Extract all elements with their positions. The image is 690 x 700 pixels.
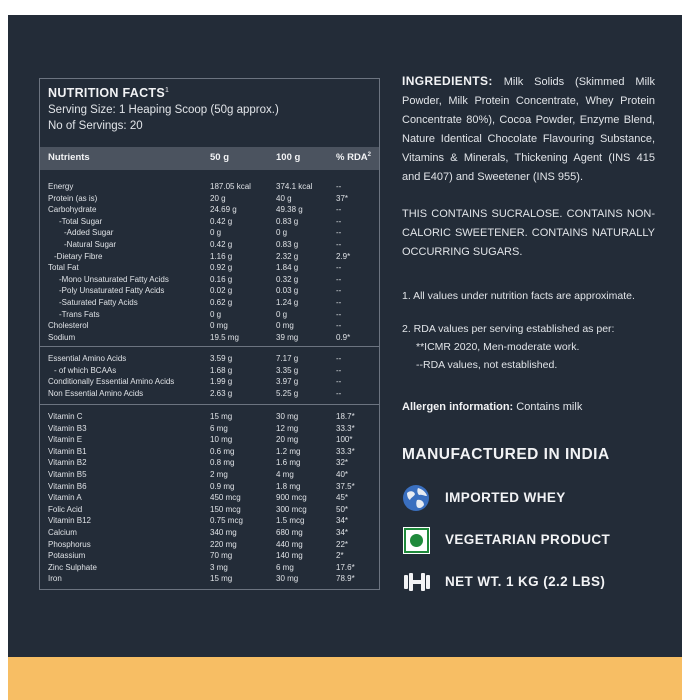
value-rda: 40*: [336, 469, 349, 479]
value-100g: 6 mg: [276, 562, 294, 572]
value-50g: 0.8 mg: [210, 458, 235, 468]
value-50g: 70 mg: [210, 551, 233, 561]
nutrient-name: Essential Amino Acids: [48, 354, 127, 363]
nutrient-name: Protein (as is): [48, 193, 98, 203]
value-50g: 3.59 g: [210, 354, 233, 363]
value-100g: 12 mg: [276, 423, 299, 433]
value-50g: 150 mcg: [210, 504, 241, 514]
value-rda: 34*: [336, 516, 349, 526]
title-footnote-marker: 1: [165, 86, 170, 94]
nutrient-name: -Added Sugar: [64, 228, 114, 238]
value-100g: 900 mcg: [276, 493, 307, 503]
table-row: [40, 285, 379, 297]
value-rda: 37*: [336, 193, 349, 203]
value-100g: 0 g: [276, 309, 288, 319]
value-50g: 6 mg: [210, 423, 228, 433]
value-rda: --: [336, 216, 342, 226]
vitamins-minerals-group: [40, 411, 379, 585]
sucralose-note: THIS CONTAINS SUCRALOSE. CONTAINS NON-CALORIC SWEETENER. CONTAINS NATURALLY OCCURRING SUGARS.: [402, 208, 655, 258]
value-rda: 50*: [336, 504, 349, 514]
value-100g: 1.6 mg: [276, 458, 301, 468]
nutrient-name: Conditionally Essential Amino Acids: [48, 377, 175, 387]
servings-count: No of Servings: 20: [48, 120, 143, 132]
table-row: [40, 434, 379, 446]
value-rda: --: [336, 365, 342, 375]
value-50g: 0 g: [210, 309, 222, 319]
nutrient-name: Non Essential Amino Acids: [48, 388, 144, 398]
value-100g: 20 mg: [276, 435, 299, 445]
macronutrients-group: [40, 181, 379, 343]
value-100g: 4 mg: [276, 469, 294, 479]
value-50g: 1.68 g: [210, 365, 233, 375]
value-rda: --: [336, 286, 342, 296]
value-50g: 0.92 g: [210, 263, 233, 273]
value-rda: 22*: [336, 539, 349, 549]
value-100g: 300 mcg: [276, 504, 307, 514]
nutrient-name: - of which BCAAs: [54, 365, 117, 375]
table-row: [40, 365, 379, 377]
value-50g: 0.62 g: [210, 297, 233, 307]
table-row: [40, 251, 379, 263]
amino-acids-group: [40, 353, 379, 399]
nutrient-name: -Dietary Fibre: [54, 251, 103, 261]
nutrient-name: Potassium: [48, 551, 86, 561]
value-rda: 33.3*: [336, 423, 355, 433]
value-rda: 33.3*: [336, 446, 355, 456]
nutrient-name: Phosphorus: [48, 539, 91, 549]
value-50g: 0.9 mg: [210, 481, 235, 491]
value-rda: 78.9*: [336, 574, 355, 584]
nutrition-facts-title: NUTRITION FACTS$^1$: [48, 86, 170, 100]
table-row: [40, 309, 379, 321]
table-row: [40, 353, 379, 365]
nutrient-name: Vitamin A: [48, 493, 82, 503]
value-100g: 0.83 g: [276, 216, 299, 226]
value-rda: 17.6*: [336, 562, 355, 572]
table-row: [40, 216, 379, 228]
value-100g: 0.32 g: [276, 274, 299, 284]
nutrient-name: Zinc Sulphate: [48, 562, 97, 572]
serving-size: Serving Size: 1 Heaping Scoop (50g approx.): [48, 104, 279, 116]
value-50g: 10 mg: [210, 435, 233, 445]
ingredients-label: INGREDIENTS:: [402, 74, 493, 88]
value-50g: 340 mg: [210, 527, 237, 537]
value-rda: --: [336, 239, 342, 249]
accent-stripe: [8, 657, 682, 700]
table-row: [40, 423, 379, 435]
value-rda: --: [336, 354, 342, 363]
nutrient-name: -Natural Sugar: [64, 239, 117, 249]
table-row: [40, 550, 379, 562]
ingredients-text: INGREDIENTS: Milk Solids (Skimmed Milk Powder, Milk Protein Concentrate, Whey Protein Concentrate 80%), Cocoa Powder, Enzyme Blend, Nature Identical Chocolate Flavouring Substance, Vitamins & Minerals, Thickening Agent (INS 415 and E407) and Sweetener (INS 955).: [402, 74, 655, 183]
value-rda: --: [336, 309, 342, 319]
value-rda: --: [336, 274, 342, 284]
table-row: [40, 297, 379, 309]
table-row: [40, 539, 379, 551]
value-50g: 15 mg: [210, 574, 233, 584]
value-100g: 680 mg: [276, 527, 303, 537]
value-rda: --: [336, 377, 342, 387]
table-row: [40, 492, 379, 504]
value-100g: 1.24 g: [276, 297, 299, 307]
value-rda: --: [336, 263, 342, 273]
value-50g: 0.16 g: [210, 274, 233, 284]
value-rda: 37.5*: [336, 481, 355, 491]
table-row: [40, 332, 379, 344]
nutrient-name: Vitamin B2: [48, 458, 87, 468]
nutrient-name: Vitamin E: [48, 435, 83, 445]
table-row: [40, 446, 379, 458]
table-row: [40, 469, 379, 481]
nutrient-name: Vitamin B6: [48, 481, 87, 491]
header-100g: 100 g: [276, 152, 301, 163]
value-100g: 1.2 mg: [276, 446, 301, 456]
value-rda: --: [336, 205, 342, 215]
value-100g: 7.17 g: [276, 354, 299, 363]
value-rda: --: [336, 228, 342, 238]
value-rda: --: [336, 321, 342, 331]
value-100g: 0.83 g: [276, 239, 299, 249]
header-nutrients: Nutrients: [48, 152, 90, 163]
table-row: [40, 388, 379, 400]
nutrient-name: -Total Sugar: [59, 216, 103, 226]
table-row: [40, 457, 379, 469]
value-100g: 40 g: [276, 193, 292, 203]
table-row: [40, 376, 379, 388]
nutrient-name: -Trans Fats: [59, 309, 100, 319]
value-100g: 1.5 mcg: [276, 516, 305, 526]
value-50g: 19.5 mg: [210, 332, 239, 342]
value-100g: 0 g: [276, 228, 288, 238]
manufactured-in-india: MANUFACTURED IN INDIA: [402, 446, 610, 463]
value-100g: 3.97 g: [276, 377, 299, 387]
table-header: [40, 147, 379, 170]
value-100g: 30 mg: [276, 412, 299, 421]
value-100g: 140 mg: [276, 551, 303, 561]
value-50g: 0.42 g: [210, 216, 233, 226]
value-100g: 0.03 g: [276, 286, 299, 296]
value-100g: 2.32 g: [276, 251, 299, 261]
value-rda: 0.9*: [336, 332, 351, 342]
value-100g: 49.38 g: [276, 205, 303, 215]
nutrient-name: Vitamin C: [48, 412, 83, 421]
value-100g: 374.1 kcal: [276, 182, 313, 191]
feature-label: VEGETARIAN PRODUCT: [445, 532, 611, 547]
table-row: [40, 527, 379, 539]
globe-icon: [402, 484, 432, 512]
value-50g: 1.99 g: [210, 377, 233, 387]
value-50g: 1.16 g: [210, 251, 233, 261]
value-50g: 24.69 g: [210, 205, 237, 215]
value-rda: --: [336, 182, 342, 191]
footnote-2: 2. RDA values per serving established as per: **ICMR 2020, Men-moderate work. --RDA values, not established.: [402, 323, 615, 371]
table-row: [40, 204, 379, 216]
value-rda: 2.9*: [336, 251, 351, 261]
nutrient-name: Vitamin B12: [48, 516, 91, 526]
value-50g: 20 g: [210, 193, 226, 203]
nutrient-name: Calcium: [48, 527, 77, 537]
value-100g: 39 mg: [276, 332, 299, 342]
table-row: [40, 274, 379, 286]
header-rda: % RDA$^2$: [336, 152, 372, 164]
table-row: [40, 515, 379, 527]
value-rda: 2*: [336, 551, 344, 561]
divider: [40, 404, 379, 405]
nutrient-name: Vitamin B3: [48, 423, 87, 433]
value-50g: 0.42 g: [210, 239, 233, 249]
value-50g: 15 mg: [210, 412, 233, 421]
value-50g: 450 mcg: [210, 493, 241, 503]
nutrient-name: Sodium: [48, 332, 76, 342]
value-rda: --: [336, 297, 342, 307]
nutrition-facts-table: [39, 78, 380, 590]
value-rda: 100*: [336, 435, 353, 445]
value-50g: 0.6 mg: [210, 446, 235, 456]
value-rda: --: [336, 388, 342, 398]
value-100g: 30 mg: [276, 574, 299, 584]
value-50g: 0.02 g: [210, 286, 233, 296]
table-row: [40, 320, 379, 332]
value-50g: 0.75 mcg: [210, 516, 243, 526]
value-100g: 1.8 mg: [276, 481, 301, 491]
value-50g: 3 mg: [210, 562, 228, 572]
header-50g: 50 g: [210, 152, 230, 163]
value-rda: 18.7*: [336, 412, 355, 421]
value-100g: 440 mg: [276, 539, 303, 549]
nutrient-name: -Saturated Fatty Acids: [59, 297, 138, 307]
table-row: [40, 481, 379, 493]
value-100g: 1.84 g: [276, 263, 299, 273]
table-row: [40, 411, 379, 423]
value-100g: 0 mg: [276, 321, 294, 331]
nutrient-name: -Poly Unsaturated Fatty Acids: [59, 286, 165, 296]
value-100g: 5.25 g: [276, 388, 299, 398]
table-row: [40, 181, 379, 193]
nutrient-name: Total Fat: [48, 263, 79, 273]
value-50g: 2.63 g: [210, 388, 233, 398]
value-rda: 45*: [336, 493, 349, 503]
table-row: [40, 227, 379, 239]
value-50g: 0 g: [210, 228, 222, 238]
footnote-1: 1. All values under nutrition facts are approximate.: [402, 290, 635, 302]
value-50g: 187.05 kcal: [210, 182, 251, 191]
nutrient-name: Energy: [48, 182, 74, 191]
table-row: [40, 562, 379, 574]
table-row: [40, 239, 379, 251]
veg-symbol-icon: [402, 526, 432, 554]
table-row: [40, 504, 379, 516]
feature-label: IMPORTED WHEY: [445, 490, 566, 505]
value-rda: 32*: [336, 458, 349, 468]
value-rda: 34*: [336, 527, 349, 537]
table-row: [40, 193, 379, 205]
value-50g: 2 mg: [210, 469, 228, 479]
value-100g: 3.35 g: [276, 365, 299, 375]
feature-label: NET WT. 1 KG (2.2 LBS): [445, 574, 606, 589]
nutrient-name: Folic Acid: [48, 504, 83, 514]
nutrient-name: Iron: [48, 574, 62, 584]
nutrient-name: Carbohydrate: [48, 205, 97, 215]
divider: [40, 346, 379, 347]
nutrient-name: -Mono Unsaturated Fatty Acids: [59, 274, 169, 284]
table-row: [40, 262, 379, 274]
value-50g: 220 mg: [210, 539, 237, 549]
ingredients-section: [402, 72, 655, 262]
table-row: [40, 573, 379, 585]
nutrient-name: Vitamin B5: [48, 469, 87, 479]
nutrient-name: Vitamin B1: [48, 446, 87, 456]
value-50g: 0 mg: [210, 321, 228, 331]
allergen-info: Allergen information: Contains milk: [402, 401, 583, 413]
nutrient-name: Cholesterol: [48, 321, 89, 331]
dumbbell-icon: [402, 568, 432, 596]
